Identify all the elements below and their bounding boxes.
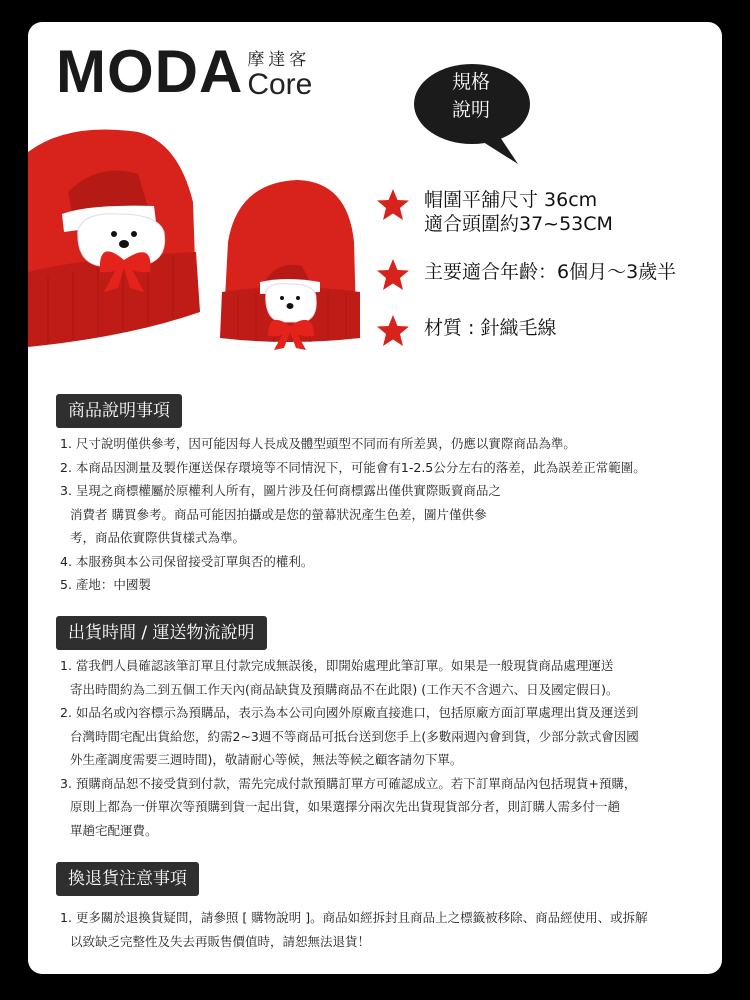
spec-bubble-label	[410, 68, 532, 124]
section-heading-product: 商品說明事項	[56, 394, 182, 428]
bubble-line-1: 規格	[451, 71, 490, 93]
spec-item-age	[376, 258, 676, 292]
list-item: 台灣時間宅配出貨給您，約需2~3週不等商品可抵台送到您手上(多數兩週內會到貨，少部分款式會因國	[70, 728, 639, 744]
logo-moda: MODA	[56, 38, 244, 105]
list-item: 5. 產地：中國製	[60, 577, 151, 592]
brand-logo	[56, 38, 313, 105]
list-item: 寄出時間約為二到五個工作天內(商品缺貨及預購商品不在此限) (工作天不含週六、日及國定假日)。	[70, 681, 619, 697]
list-item: 2. 如品名或內容標示為預購品，表示為本公司向國外原廠直接進口，包括原廠方面訂單處理出貨及運送到	[60, 705, 639, 720]
spec-material-text: 材質 : 針織毛線	[424, 317, 557, 339]
list-item: 1. 尺寸說明僅供參考，因可能因每人長成及體型頭型不同而有所差異，仍應以實際商品為準。	[60, 436, 576, 451]
returns-notes-list	[60, 906, 712, 953]
spec-item-material	[376, 314, 556, 348]
list-item: 3. 預購商品恕不接受貨到付款，需先完成付款預購訂單方可確認成立。若下訂單商品內包括現貨+預購，	[60, 775, 637, 791]
logo-chinese: 摩達客	[247, 50, 311, 70]
hat-large	[28, 130, 200, 348]
list-item: 消費者 購買參考。商品可能因拍攝或是您的螢幕狀況產生色差，圖片僅供參	[70, 506, 487, 522]
list-item: 4. 本服務與本公司保留接受訂單與否的權利。	[60, 553, 314, 569]
list-item: 1. 當我們人員確認該筆訂單且付款完成無誤後，即開始處理此筆訂單。如果是一般現貨商品處理運送	[60, 658, 614, 673]
list-item: 原則上都為一併單次等預購到貨一起出貨，如果選擇分兩次先出貨現貨部分者，則訂購人需多付一趟	[70, 799, 621, 814]
spec-item-size	[376, 188, 613, 236]
list-item: 以致缺乏完整性及失去再販售價值時，請恕無法退貨！	[70, 933, 371, 949]
section-heading-returns: 換退貨注意事項	[56, 862, 199, 896]
product-hat-image	[28, 122, 368, 372]
list-item: 外生產調度需要三週時間)，敬請耐心等候，無法等候之顧客請勿下單。	[70, 752, 463, 767]
hat-small	[220, 180, 360, 350]
list-item: 考，商品依實際供貨樣式為準。	[70, 530, 246, 545]
list-item: 單趟宅配運費。	[70, 822, 158, 838]
product-info-card	[28, 22, 722, 974]
product-notes-list	[60, 432, 712, 597]
star-icon	[376, 314, 410, 348]
section-heading-shipping: 出貨時間 / 運送物流說明	[56, 616, 267, 650]
star-icon	[376, 188, 410, 222]
logo-core: Core	[247, 68, 313, 101]
list-item: 1. 更多關於退換貨疑問，請參照 [ 購物說明 ]。商品如經拆封且商品上之標籤被移除、商品經使用、或拆解	[60, 910, 648, 925]
list-item: 2. 本商品因測量及製作運送保存環境等不同情況下，可能會有1-2.5公分左右的落差，此為誤差正常範圍。	[60, 459, 646, 475]
spec-size-line-2: 適合頭圍約37~53CM	[424, 213, 613, 235]
bubble-line-2: 說明	[451, 99, 490, 121]
list-item: 3. 呈現之商標權屬於原權利人所有，圖片涉及任何商標露出僅供實際販賣商品之	[60, 483, 501, 498]
spec-age-text: 主要適合年齡：6個月～3歲半	[424, 261, 677, 283]
shipping-notes-list	[60, 654, 712, 842]
spec-size-line-1: 帽圍平舖尺寸 36cm	[424, 189, 598, 211]
star-icon	[376, 258, 410, 292]
